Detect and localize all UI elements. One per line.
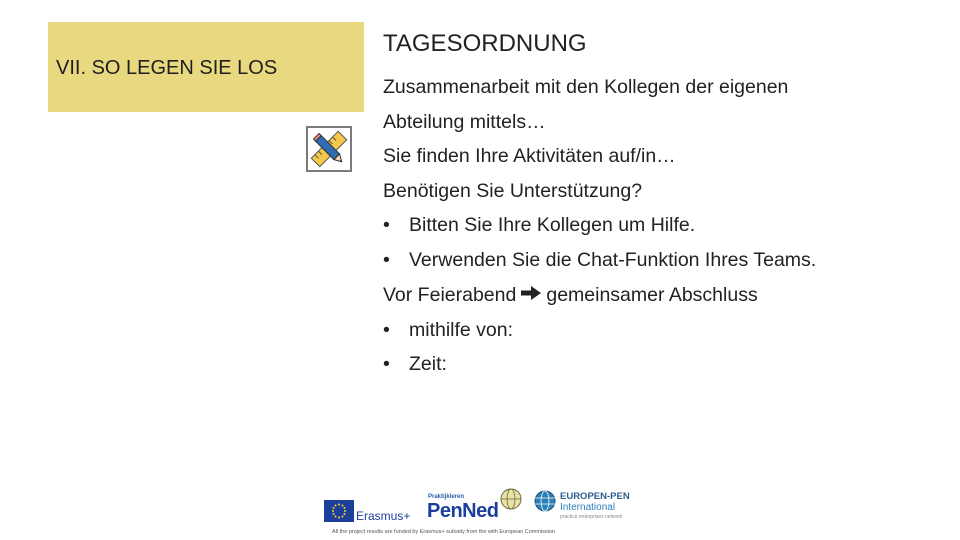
bullet-glyph: • [383,353,390,376]
penned-logo: PenNed [427,500,499,522]
penned-tagline: Praktijkleren [428,494,465,500]
footer-logos [322,488,642,538]
section-title-box [48,22,364,112]
agenda-title: TAGESORDNUNG [383,30,587,57]
closing-line [383,278,943,313]
section-title: VII. SO LEGEN SIE LOS [56,57,278,79]
europen-logo-tagline: practice enterprises network [560,514,623,520]
arrow-right-icon [520,278,542,313]
pencil-ruler-icon [306,126,352,172]
closing-after: gemeinsamer Abschluss [546,283,758,306]
list-item [383,347,943,382]
agenda-content [383,70,943,382]
list-item [383,313,943,348]
europen-logo-subtitle: International [560,502,616,513]
list-item-text: mithilfe von: [409,318,514,341]
europen-logo-title: EUROPEN-PEN [560,491,630,502]
list-item [383,208,943,243]
list-item-text: Bitten Sie Ihre Kollegen um Hilfe. [409,214,696,237]
funding-disclaimer: All the project results are funded by Erasmus+ subsidy from the with European Commission [332,529,556,535]
list-item-text: Verwenden Sie die Chat-Funktion Ihres Teams. [409,248,817,271]
agenda-line: Abteilung mittels… [383,110,546,133]
bullet-glyph: • [383,248,390,271]
list-item-text: Zeit: [409,353,447,376]
erasmus-logo-text: Erasmus+ [356,509,411,523]
agenda-line: Zusammenarbeit mit den Kollegen der eigenen [383,76,789,98]
agenda-line: Benötigen Sie Unterstützung? [383,179,643,202]
eu-flag-icon [324,500,354,522]
list-item [383,243,943,278]
bullet-glyph: • [383,214,390,237]
closing-before: Vor Feierabend [383,283,517,306]
bullet-glyph: • [383,318,390,341]
agenda-line: Sie finden Ihre Aktivitäten auf/in… [383,145,676,168]
globe-icon [500,488,522,510]
globe-icon [534,490,556,512]
